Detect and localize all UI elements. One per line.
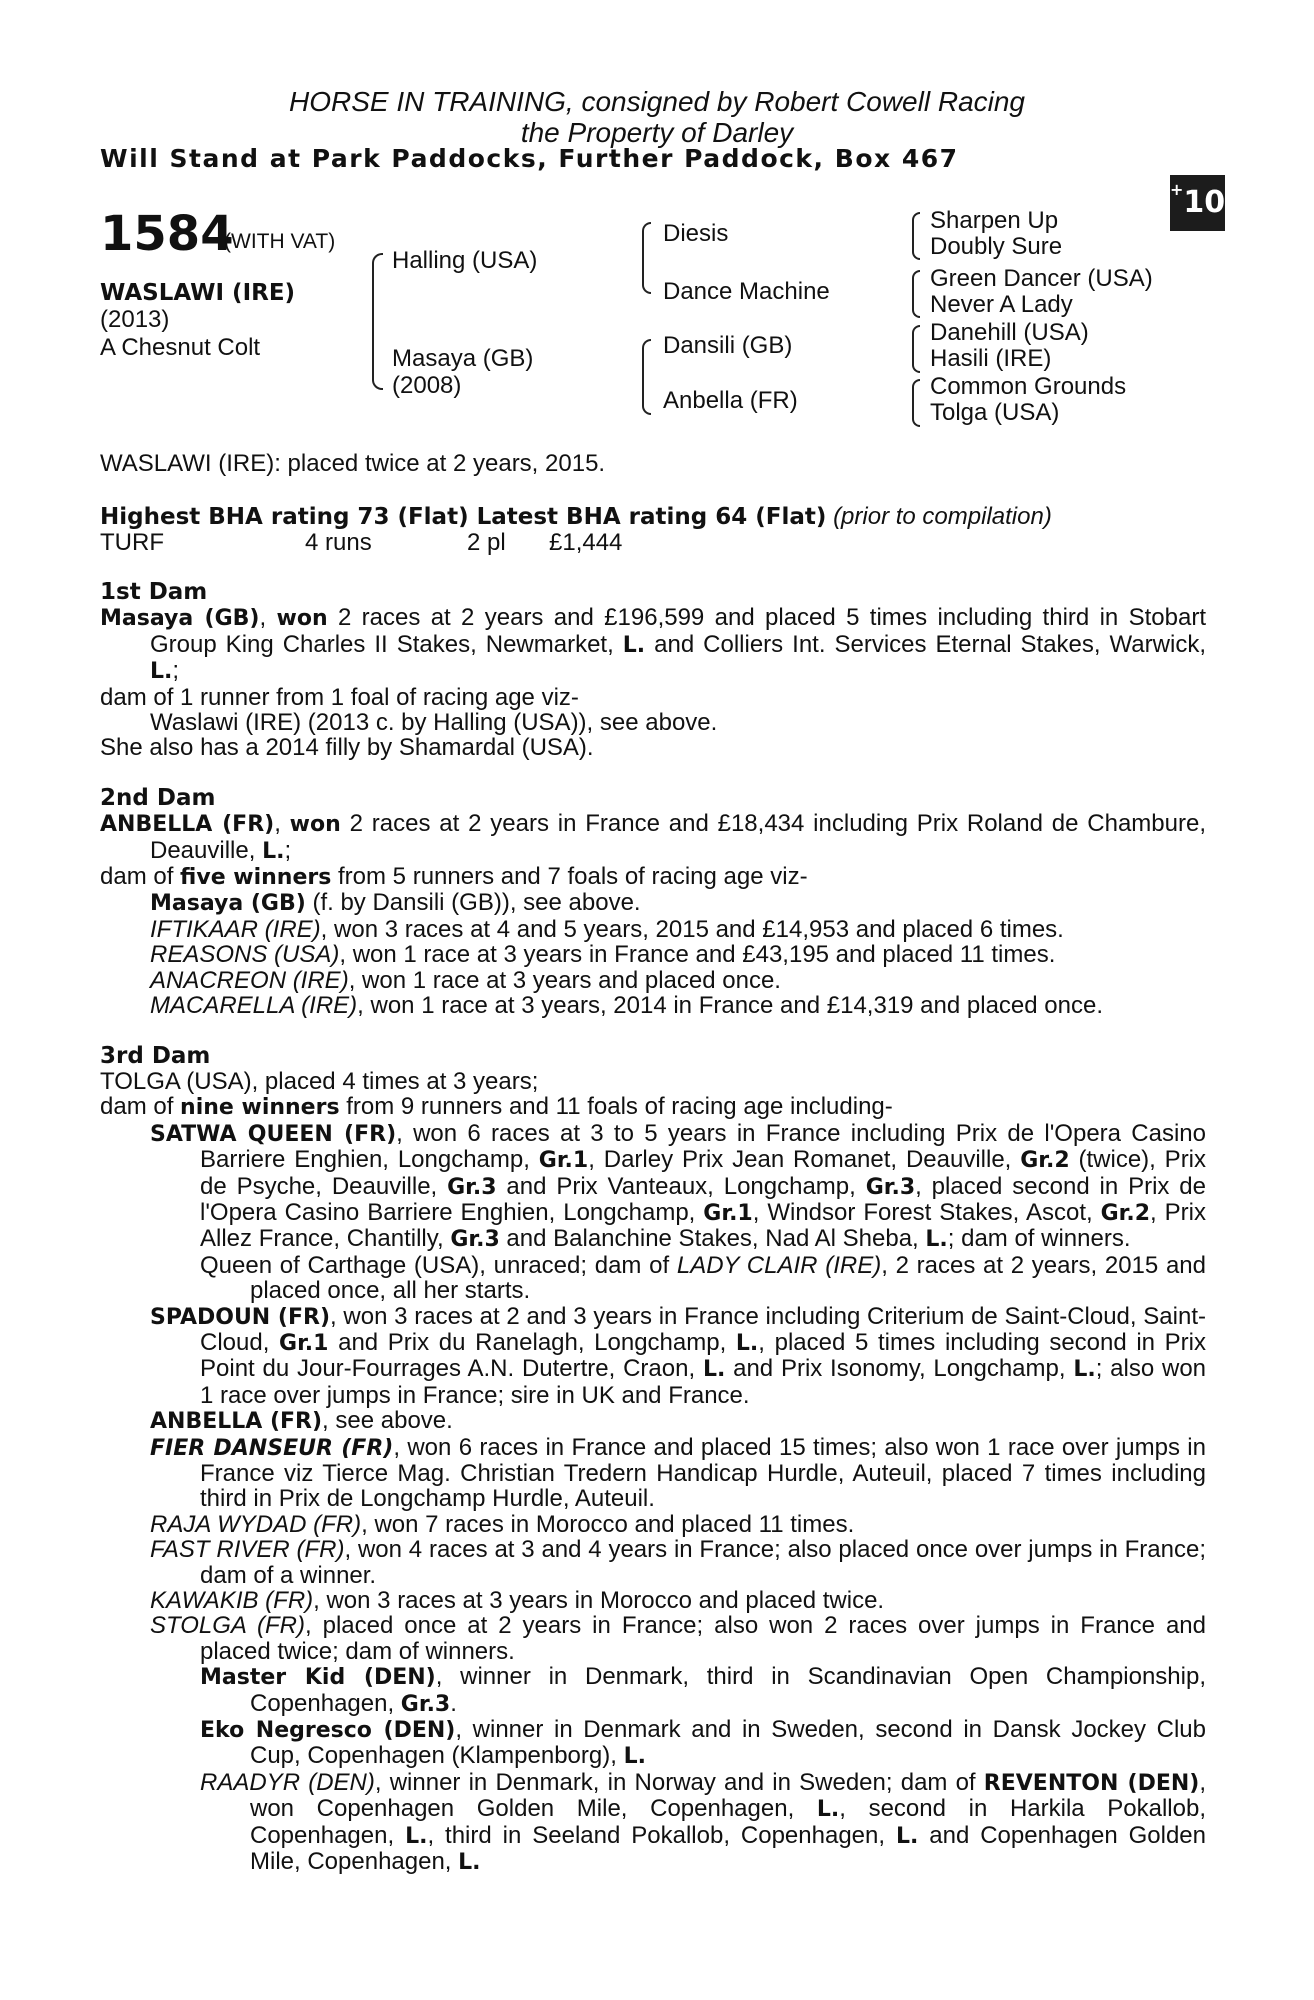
text: (twice), Prix de Psyche, Deauville, bbox=[200, 1146, 1207, 1200]
produce-satwa-queen bbox=[100, 1121, 1206, 1253]
group-3: Gr.3 bbox=[450, 1227, 500, 1253]
produce-master-kid bbox=[100, 1664, 1206, 1717]
produce-name: Eko Negresco (DEN) bbox=[200, 1718, 456, 1744]
pedigree-g5: Danehill (USA) bbox=[930, 319, 1089, 346]
produce-raja-wydad bbox=[100, 1512, 1206, 1537]
turf-earnings: £1,444 bbox=[549, 529, 623, 556]
group-1: Gr.1 bbox=[703, 1200, 753, 1226]
text: , won 6 races at 3 to 5 years in France including Prix de l'Opera Casino Barriere Enghien, Longchamp, bbox=[200, 1119, 1207, 1174]
group-3: Gr.3 bbox=[865, 1174, 916, 1200]
pedigree-sire: Halling (USA) bbox=[392, 247, 538, 274]
horse-name: WASLAWI (IRE) bbox=[100, 280, 296, 306]
produce-name: REVENTON (DEN) bbox=[983, 1770, 1200, 1796]
text: . bbox=[450, 1689, 457, 1717]
second-dam-foals bbox=[100, 864, 1206, 890]
produce-name: IFTIKAAR (IRE) bbox=[150, 915, 321, 943]
produce-raadyr bbox=[100, 1770, 1206, 1876]
won-label: won bbox=[276, 606, 328, 632]
turf-label: TURF bbox=[100, 529, 164, 556]
pedigree-sire-sire: Diesis bbox=[663, 220, 729, 247]
text: , Windsor Forest Stakes, Ascot, bbox=[752, 1198, 1101, 1226]
first-dam-heading: 1st Dam bbox=[100, 579, 208, 605]
text: , placed 5 times including second in Prix Point du Jour-Fourrages A.N. Dutertre, Craon, bbox=[200, 1328, 1207, 1383]
text: , won 3 races at 4 and 5 years, 2015 and £14,953 and placed 6 times. bbox=[320, 915, 1064, 943]
produce-iftikaar bbox=[100, 917, 1206, 942]
turf-runs: 4 runs bbox=[305, 529, 372, 556]
listed: L. bbox=[816, 1797, 840, 1823]
pedigree-dam-year: (2008) bbox=[392, 372, 462, 399]
pedigree-brace-1 bbox=[372, 253, 383, 390]
third-dam-foals bbox=[100, 1094, 1206, 1120]
second-dam-heading: 2nd Dam bbox=[100, 784, 216, 811]
text: , winner in Denmark and in Sweden, second in Dansk Jockey Club Cup, Copenhagen (Klampenborg), bbox=[250, 1716, 1207, 1770]
text: , won Copenhagen Golden Mile, Copenhagen, bbox=[250, 1768, 1207, 1823]
produce-name: FAST RIVER (FR) bbox=[150, 1536, 345, 1564]
produce-anbella bbox=[100, 1408, 1206, 1434]
second-dam-entry: ANBELLA (FR), won 2 races at 2 years in France and £18,434 including Prix Roland de Chambure, Deauville, L.; bbox=[100, 810, 1206, 864]
produce-name: ANACREON (IRE) bbox=[150, 966, 349, 994]
third-dam-heading: 3rd Dam bbox=[100, 1042, 211, 1069]
first-dam-foals: dam of 1 runner from 1 foal of racing age viz- bbox=[100, 683, 579, 711]
group-1: Gr.1 bbox=[538, 1148, 589, 1174]
horse-description: A Chesnut Colt bbox=[100, 334, 261, 361]
race-summary: WASLAWI (IRE): placed twice at 2 years, 2015. bbox=[100, 450, 606, 477]
group-1: Gr.1 bbox=[279, 1330, 329, 1356]
text: ; dam of winners. bbox=[947, 1225, 1131, 1253]
text: ; bbox=[284, 836, 292, 864]
text: , won 1 race at 3 years in France and £43,195 and placed 11 times. bbox=[339, 941, 1056, 969]
text: , Darley Prix Jean Romanet, Deauville, bbox=[588, 1146, 1021, 1174]
pedigree-g6: Hasili (IRE) bbox=[930, 345, 1052, 372]
text: , see above. bbox=[322, 1407, 453, 1435]
text: Queen of Carthage (USA), unraced; dam of bbox=[200, 1251, 677, 1279]
pedigree-brace-7 bbox=[912, 379, 920, 427]
rating-text: Highest BHA rating 73 (Flat) Latest BHA rating 64 (Flat) bbox=[100, 504, 827, 530]
won-label: won bbox=[289, 812, 341, 838]
produce-name: FIER DANSEUR (FR) bbox=[150, 1435, 394, 1461]
lot-number: 1584 bbox=[100, 206, 234, 262]
text: , won 3 races at 3 years in Morocco and placed twice. bbox=[313, 1587, 885, 1615]
text: , placed second in Prix de l'Opera Casino Barriere Enghien, Longchamp, bbox=[200, 1172, 1206, 1226]
produce-eko-negresco bbox=[100, 1717, 1206, 1770]
text: , won 6 races in France and placed 15 times; also won 1 race over jumps in France viz Tierce Mag. Christian Tredern Handicap Hurdle, Auteuil, placed 7 times including third in Prix de Longchamp Hurdle, Auteuil. bbox=[200, 1433, 1206, 1513]
text: , second in Harkila Pokallob, Copenhagen, bbox=[250, 1795, 1206, 1849]
text: , won 4 races at 3 and 4 years in France; also placed once over jumps in France; dam of a winner. bbox=[200, 1536, 1206, 1589]
pedigree-sire-dam: Dance Machine bbox=[663, 278, 830, 305]
pedigree-brace-6 bbox=[912, 325, 920, 373]
text: from 5 runners and 7 foals of racing age viz- bbox=[331, 863, 808, 891]
text: , Prix Allez France, Chantilly, bbox=[200, 1198, 1206, 1253]
text: (f. by Dansili (GB)), see above. bbox=[305, 889, 641, 917]
text: dam of bbox=[100, 863, 181, 891]
stand-location: Will Stand at Park Paddocks, Further Paddock, Box 467 bbox=[100, 144, 959, 173]
first-dam-name: Masaya (GB) bbox=[100, 606, 260, 632]
group-3: Gr.3 bbox=[400, 1691, 451, 1717]
produce-name: RAADYR (DEN) bbox=[200, 1768, 375, 1796]
pedigree-brace-3 bbox=[642, 339, 651, 415]
produce-anacreon bbox=[100, 968, 1206, 993]
text: ; bbox=[172, 657, 180, 685]
listed: L. bbox=[735, 1330, 759, 1356]
pedigree-g7: Common Grounds bbox=[930, 373, 1127, 400]
pedigree-brace-4 bbox=[912, 212, 920, 260]
produce-stolga bbox=[100, 1613, 1206, 1664]
listed: L. bbox=[623, 1744, 646, 1770]
pedigree-g1: Sharpen Up bbox=[930, 207, 1059, 234]
winners-count: five winners bbox=[180, 865, 332, 891]
pedigree-g3: Green Dancer (USA) bbox=[930, 265, 1153, 292]
produce-fast-river bbox=[100, 1537, 1206, 1588]
produce-name: RAJA WYDAD (FR) bbox=[150, 1510, 362, 1538]
third-dam-line: TOLGA (USA), placed 4 times at 3 years; bbox=[100, 1067, 539, 1095]
produce-name: ANBELLA (FR) bbox=[150, 1409, 323, 1435]
listed: L. bbox=[925, 1227, 948, 1253]
text: and Colliers Int. Services Eternal Stakes, Warwick, bbox=[645, 630, 1206, 658]
group-3: Gr.3 bbox=[447, 1174, 497, 1200]
listed: L. bbox=[458, 1850, 481, 1876]
produce-name: SATWA QUEEN (FR) bbox=[150, 1121, 397, 1147]
text: and Copenhagen Golden Mile, Copenhagen, bbox=[250, 1821, 1207, 1876]
text: dam of bbox=[100, 1093, 181, 1121]
text: and Prix du Ranelagh, Longchamp, bbox=[328, 1328, 736, 1356]
produce-fier-danseur bbox=[100, 1435, 1206, 1512]
text: and Prix Isonomy, Longchamp, bbox=[725, 1355, 1074, 1383]
first-dam-also: She also has a 2014 filly by Shamardal (USA). bbox=[100, 734, 594, 762]
pedigree-g2: Doubly Sure bbox=[930, 233, 1063, 260]
produce-name: MACARELLA (IRE) bbox=[150, 992, 358, 1020]
produce-name: STOLGA (FR) bbox=[150, 1612, 305, 1640]
produce-name: SPADOUN (FR) bbox=[150, 1304, 331, 1330]
pedigree-g8: Tolga (USA) bbox=[930, 399, 1060, 426]
text: 2 races at 2 years in France and £18,434 including Prix Roland de Chambure, Deauville, bbox=[150, 810, 1206, 864]
lot-badge: +10 bbox=[1170, 175, 1225, 231]
header-line-2: the Property of Darley bbox=[520, 117, 794, 148]
text: from 9 runners and 11 foals of racing age including- bbox=[339, 1093, 893, 1121]
rating-note: (prior to compilation) bbox=[833, 503, 1052, 530]
listed: L. bbox=[895, 1823, 919, 1849]
produce-kawakib bbox=[100, 1588, 1206, 1613]
text: and Prix Vanteaux, Longchamp, bbox=[496, 1172, 866, 1200]
produce-name: LADY CLAIR (IRE) bbox=[676, 1251, 882, 1279]
listed: L. bbox=[150, 659, 173, 685]
listed: L. bbox=[622, 632, 646, 658]
bha-rating bbox=[100, 503, 1052, 531]
produce-spadoun bbox=[100, 1304, 1206, 1409]
listed: L. bbox=[702, 1357, 726, 1383]
text: , third in Seeland Pokallob, Copenhagen, bbox=[427, 1821, 896, 1849]
group-2: Gr.2 bbox=[1100, 1200, 1151, 1226]
listed: L. bbox=[405, 1823, 428, 1849]
produce-reasons bbox=[100, 942, 1206, 967]
text: , won 1 race at 3 years, 2014 in France and £14,319 and placed once. bbox=[357, 992, 1103, 1020]
produce-name: Masaya (GB) bbox=[150, 891, 306, 917]
text: , placed once at 2 years in France; also won 2 races over jumps in France and placed twice; dam of winners. bbox=[200, 1612, 1206, 1665]
produce-name: KAWAKIB (FR) bbox=[150, 1587, 314, 1615]
text: , won 7 races in Morocco and placed 11 times. bbox=[361, 1510, 855, 1538]
text: and Balanchine Stakes, Nad Al Sheba, bbox=[499, 1225, 926, 1253]
listed: L. bbox=[262, 838, 285, 864]
pedigree-dam: Masaya (GB) bbox=[392, 345, 534, 372]
pedigree-brace-5 bbox=[912, 270, 920, 318]
listed: L. bbox=[1073, 1357, 1096, 1383]
text: , winner in Denmark, in Norway and in Sweden; dam of bbox=[374, 1768, 984, 1796]
first-dam-produce: Waslawi (IRE) (2013 c. by Halling (USA)), see above. bbox=[150, 709, 718, 737]
produce-name: REASONS (USA) bbox=[150, 941, 340, 969]
header-line-1: HORSE IN TRAINING, consigned by Robert Cowell Racing bbox=[288, 86, 1026, 117]
pedigree-dam-sire: Dansili (GB) bbox=[663, 332, 793, 359]
produce-masaya bbox=[100, 890, 1206, 916]
turf-placed: 2 pl bbox=[467, 529, 506, 556]
text: 2 races at 2 years and £196,599 and placed 5 times including third in Stobart Group King Charles II Stakes, Newmarket, bbox=[150, 604, 1206, 658]
produce-macarella bbox=[100, 993, 1206, 1018]
group-2: Gr.2 bbox=[1020, 1148, 1070, 1174]
text: ; also won 1 race over jumps in France; sire in UK and France. bbox=[200, 1355, 1207, 1409]
produce-queen-of-carthage bbox=[100, 1253, 1206, 1304]
vat-note: (WITH VAT) bbox=[224, 230, 336, 253]
pedigree-g4: Never A Lady bbox=[930, 291, 1073, 318]
text: , won 1 race at 3 years and placed once. bbox=[348, 966, 781, 994]
text: , 2 races at 2 years, 2015 and placed once, all her starts. bbox=[250, 1251, 1206, 1305]
produce-name: Master Kid (DEN) bbox=[200, 1665, 436, 1691]
text: , won 3 races at 2 and 3 years in France including Criterium de Saint-Cloud, Saint-Cloud, bbox=[200, 1302, 1206, 1356]
pedigree-body bbox=[100, 580, 1206, 1876]
text: , winner in Denmark, third in Scandinavian Open Championship, Copenhagen, bbox=[250, 1663, 1206, 1717]
second-dam-name: ANBELLA (FR) bbox=[100, 812, 275, 838]
pedigree-dam-dam: Anbella (FR) bbox=[663, 387, 798, 414]
foaling-year: (2013) bbox=[100, 306, 170, 333]
first-dam-entry: Masaya (GB), won 2 races at 2 years and £196,599 and placed 5 times including third in Stobart Group King Charles II Stakes, Newmarket, L. and Colliers Int. Services Eternal Stakes, Warwick, L.; bbox=[100, 604, 1206, 685]
pedigree-brace-2 bbox=[642, 222, 651, 294]
winners-count: nine winners bbox=[180, 1095, 340, 1121]
